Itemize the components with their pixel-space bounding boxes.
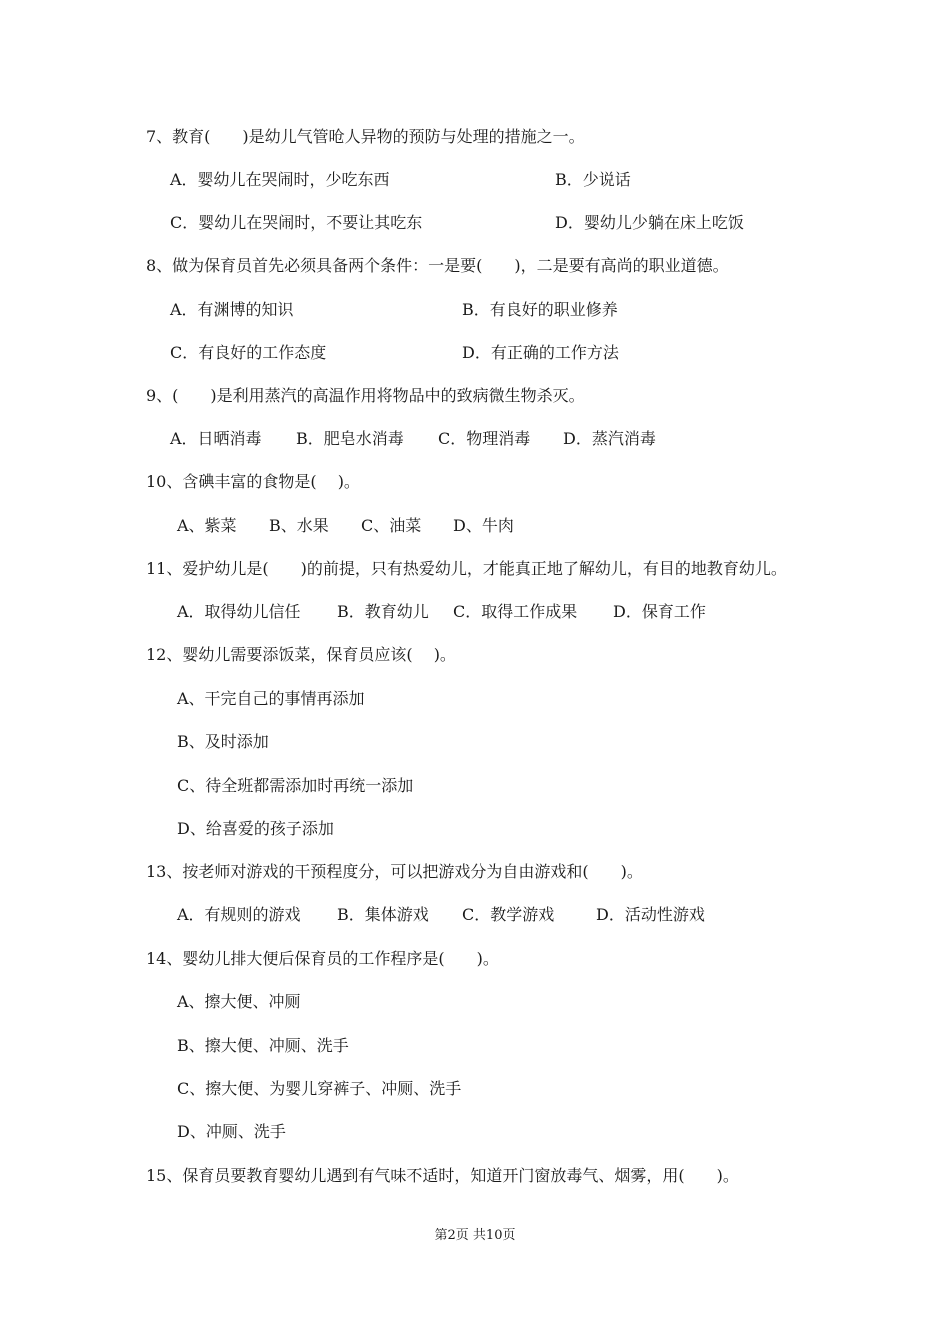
- option-row: [0, 1077, 950, 1101]
- option-b: B．少说话: [555, 170, 631, 189]
- option-c: C．取得工作成果: [453, 602, 578, 621]
- option-row: [0, 341, 950, 365]
- option-c: C、待全班都需添加时再统一添加: [177, 776, 414, 795]
- option-c: C．有良好的工作态度: [170, 343, 327, 362]
- option-a: A、紫菜: [177, 516, 237, 535]
- option-row: [0, 600, 950, 624]
- question-stem: 11、爱护幼儿是( )的前提，只有热爱幼儿，才能真正地了解幼儿，有目的地教育幼儿。: [146, 559, 787, 578]
- option-row: [0, 990, 950, 1014]
- option-b: B．肥皂水消毒: [296, 429, 404, 448]
- option-c: C．教学游戏: [462, 905, 555, 924]
- option-c: C．婴幼儿在哭闹时，不要让其吃东: [170, 213, 423, 232]
- option-d: D．婴幼儿少躺在床上吃饭: [555, 213, 744, 232]
- option-a: A．有渊博的知识: [170, 300, 294, 319]
- question-stem: 7、教育( )是幼儿气管呛人异物的预防与处理的措施之一。: [146, 127, 585, 146]
- option-d: D、冲厕、洗手: [177, 1122, 286, 1141]
- option-a: A．取得幼儿信任: [177, 602, 301, 621]
- option-row: [0, 514, 950, 538]
- option-d: D．保育工作: [613, 602, 706, 621]
- option-row: [0, 730, 950, 754]
- option-row: [0, 687, 950, 711]
- option-c: C、擦大便、为婴儿穿裤子、冲厕、洗手: [177, 1079, 462, 1098]
- option-b: B、及时添加: [177, 732, 269, 751]
- option-d: D．活动性游戏: [596, 905, 705, 924]
- option-b: B．集体游戏: [337, 905, 429, 924]
- option-a: A．日晒消毒: [170, 429, 262, 448]
- page-footer: [0, 1227, 950, 1245]
- page-number: 第2页 共10页: [434, 1228, 516, 1243]
- question-stem: 15、保育员要教育婴幼儿遇到有气味不适时，知道开门窗放毒气、烟雾，用( )。: [146, 1166, 739, 1185]
- option-c: C．物理消毒: [438, 429, 531, 448]
- option-row: [0, 903, 950, 927]
- option-row: [0, 298, 950, 322]
- option-row: [0, 211, 950, 235]
- option-a: A、干完自己的事情再添加: [177, 689, 365, 708]
- option-c: C、油菜: [361, 516, 422, 535]
- option-b: B、水果: [269, 516, 329, 535]
- option-a: A、擦大便、冲厕: [177, 992, 301, 1011]
- option-b: B．教育幼儿: [337, 602, 429, 621]
- option-b: B．有良好的职业修养: [462, 300, 618, 319]
- option-d: D、给喜爱的孩子添加: [177, 819, 334, 838]
- option-d: D．蒸汽消毒: [563, 429, 656, 448]
- question-stem: 9、( )是利用蒸汽的高温作用将物品中的致病微生物杀灭。: [146, 386, 585, 405]
- question-stem: 14、婴幼儿排大便后保育员的工作程序是( )。: [146, 949, 499, 968]
- option-row: [0, 774, 950, 798]
- option-a: A．有规则的游戏: [177, 905, 301, 924]
- option-row: [0, 168, 950, 192]
- option-a: A．婴幼儿在哭闹时，少吃东西: [170, 170, 390, 189]
- option-d: D．有正确的工作方法: [462, 343, 619, 362]
- option-row: [0, 817, 950, 841]
- option-row: [0, 1034, 950, 1058]
- question-stem: 13、按老师对游戏的干预程度分，可以把游戏分为自由游戏和( )。: [146, 862, 643, 881]
- option-d: D、牛肉: [453, 516, 514, 535]
- question-stem: 8、做为保育员首先必须具备两个条件：一是要( )，二是要有高尚的职业道德。: [146, 256, 729, 275]
- option-b: B、擦大便、冲厕、洗手: [177, 1036, 349, 1055]
- question-stem: 12、婴幼儿需要添饭菜，保育员应该( )。: [146, 645, 456, 664]
- option-row: [0, 1120, 950, 1144]
- question-stem: 10、含碘丰富的食物是( )。: [146, 472, 360, 491]
- option-row: [0, 427, 950, 451]
